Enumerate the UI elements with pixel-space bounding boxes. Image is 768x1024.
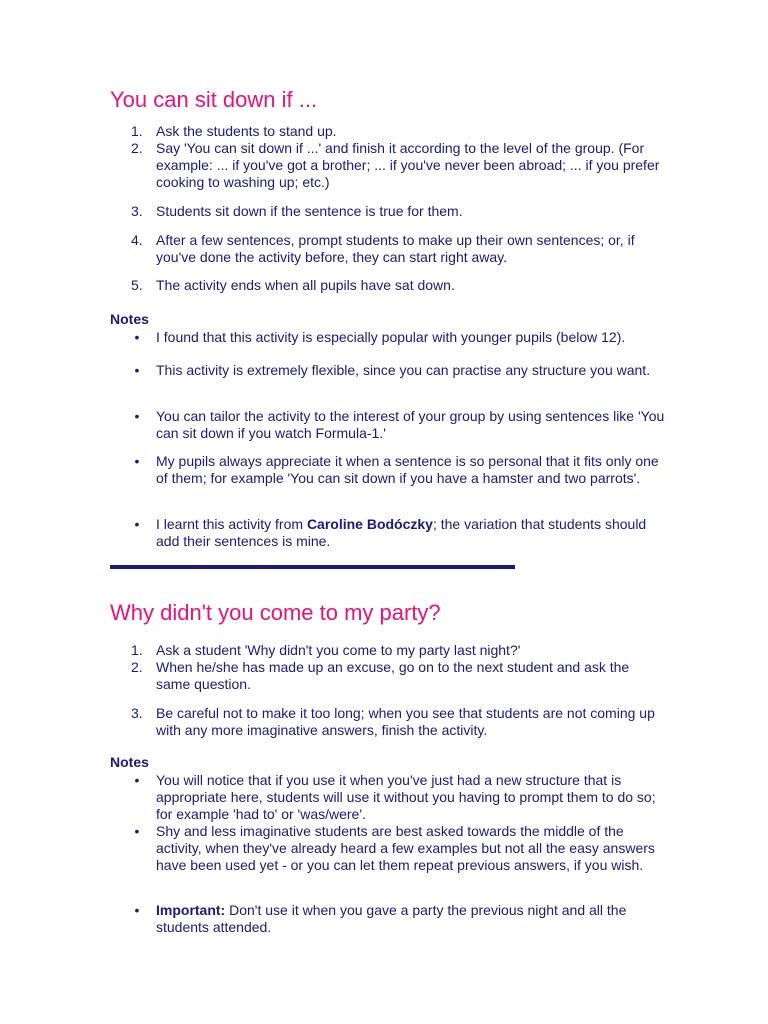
bullet-icon: • — [134, 516, 140, 532]
step-number: 5. — [131, 277, 143, 293]
note-text-post: ; the variation that students should add their sentences is mine. — [156, 516, 647, 549]
bullet-icon: • — [134, 823, 140, 839]
step-number: 2. — [131, 140, 143, 156]
step-number: 3. — [131, 705, 143, 721]
note-text — [156, 516, 666, 550]
note-text — [156, 902, 666, 936]
notes-heading: Notes — [110, 311, 149, 327]
step-number: 3. — [131, 203, 143, 219]
note-text: I found that this activity is especially popular with younger pupils (below 12). — [156, 329, 626, 345]
note-text-pre: I learnt this activity from — [156, 516, 307, 532]
step-text: Ask the students to stand up. — [156, 123, 337, 139]
step-text: Students sit down if the sentence is true for them. — [156, 203, 463, 219]
section-divider — [110, 565, 515, 569]
note-text: This activity is extremely flexible, since you can practise any structure you want. — [156, 362, 651, 378]
step-text: After a few sentences, prompt students to make up their own sentences; or, if you've done the activity before, they can start right away. — [156, 232, 635, 265]
bullet-icon: • — [134, 902, 140, 918]
notes-heading: Notes — [110, 754, 149, 770]
section-title: You can sit down if ... — [110, 87, 318, 112]
bullet-icon: • — [134, 453, 140, 469]
bullet-icon: • — [134, 362, 140, 378]
step-text: Ask a student 'Why didn't you come to my party last night?' — [156, 642, 521, 658]
step-number: 1. — [131, 123, 143, 139]
step-number: 1. — [131, 642, 143, 658]
note-text-post: Don't use it when you gave a party the previous night and all the students attended. — [156, 902, 627, 935]
step-text: Be careful not to make it too long; when you see that students are not coming up with any more imaginative answers, finish the activity. — [156, 705, 655, 738]
step-text: The activity ends when all pupils have sat down. — [156, 277, 455, 293]
note-text: My pupils always appreciate it when a sentence is so personal that it fits only one of them; for example 'You can sit down if you have a hamster and two parrots'. — [156, 453, 659, 486]
step-number: 2. — [131, 659, 143, 675]
step-text: When he/she has made up an excuse, go on to the next student and ask the same question. — [156, 659, 630, 692]
note-text: Shy and less imaginative students are best asked towards the middle of the activity, when they've already heard a few examples but not all the easy answers have been used yet - or you can let them repeat previous answers, if you wish. — [156, 823, 655, 873]
bullet-icon: • — [134, 772, 140, 788]
important-label: Important: — [156, 902, 226, 918]
note-text: You will notice that if you use it when you've just had a new structure that is appropriate here, students will use it without you having to prompt them to do so; for example 'had to' or 'was/were'. — [156, 772, 656, 822]
bullet-icon: • — [134, 329, 140, 345]
bullet-icon: • — [134, 408, 140, 424]
author-name: Caroline Bodóczky — [306, 516, 433, 532]
step-number: 4. — [131, 232, 143, 248]
section-title: Why didn't you come to my party? — [110, 600, 441, 625]
step-text: Say 'You can sit down if ...' and finish it according to the level of the group. (For example: ... if you've got a brother; ... if you've never been abroad; ... if you prefer cooking to washing up; etc.) — [156, 140, 660, 190]
note-text: You can tailor the activity to the interest of your group by using sentences like 'You can sit down if you watch Formula-1.' — [156, 408, 665, 441]
